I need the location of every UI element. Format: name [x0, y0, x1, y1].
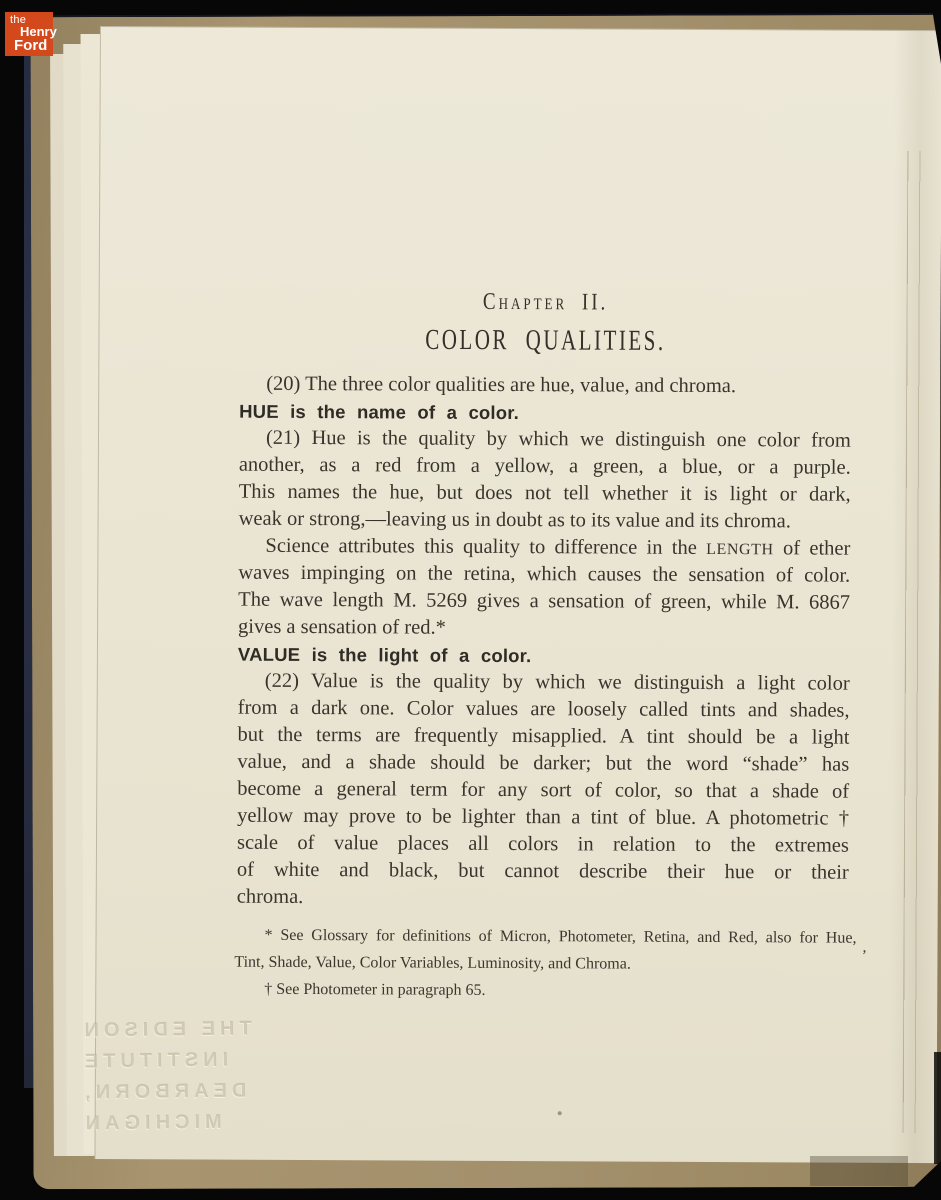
text-line: value, and a shade should be darker; but the word “shade” has: [237, 750, 850, 776]
footnote: [234, 922, 856, 979]
text-line: become a general term for any sort of color, so that a shade of: [237, 777, 850, 803]
text-line: (20) The three color qualities are hue, value, and chroma.: [266, 372, 737, 398]
text-line: † See Photometer in paragraph 65.: [264, 980, 486, 999]
footnotes: [234, 922, 856, 1006]
henry-ford-logo: [5, 12, 57, 56]
cover-shadow: [810, 1156, 908, 1186]
text-line: Tint, Shade, Value, Color Variables, Luminosity, and Chroma.: [234, 953, 631, 973]
definition-line: [238, 641, 850, 671]
text-line: (22) Value is the quality by which we distinguish a light color: [264, 669, 850, 695]
text-line: of white and black, but cannot describe their hue or their: [236, 858, 849, 884]
stamp-line: THE EDISON INSTITUTE: [79, 1017, 252, 1073]
footnote: [234, 976, 856, 1006]
logo-word-henry: Henry: [20, 24, 57, 39]
text-line: but the terms are frequently misapplied. A tint should be a light: [237, 723, 850, 749]
text-line: * See Glossary for definitions of Micron, Photometer, Retina, and Red, also for Hue,: [264, 926, 857, 947]
paper-speck: [558, 1111, 562, 1115]
text-line: another, as a red from a yellow, a green, a blue, or a purple.: [238, 453, 851, 479]
text-line: gives a sensation of red.*: [238, 615, 446, 639]
text-line: VALUE is the light of a color.: [237, 643, 532, 667]
paragraph: [238, 533, 851, 644]
text-line: Science attributes this quality to difference in the LENGTH of ether: [265, 534, 851, 560]
chapter-heading: Chapter II.: [482, 288, 609, 316]
background-edge: [934, 1052, 941, 1164]
paragraph: [237, 668, 850, 914]
text-line: This names the hue, but does not tell whether it is light or dark,: [238, 480, 851, 506]
text-line: scale of value places all colors in relation to the extremes: [236, 831, 849, 857]
book-page: [79, 26, 941, 1163]
text-line: HUE is the name of a color.: [239, 400, 520, 424]
page-title: COLOR QUALITIES.: [425, 322, 666, 357]
text-line: weak or strong,—leaving us in doubt as to its value and its chroma.: [238, 507, 791, 533]
logo-word-the: the: [10, 14, 27, 26]
embossed-stamp-mirrored: [79, 1012, 397, 1140]
stamp-line: DEARBORN, MICHIGAN: [79, 1079, 247, 1135]
text-line: yellow may prove to be lighter than a tint of blue. A photometric †: [237, 804, 850, 830]
stray-mark: ,: [862, 938, 867, 956]
text-line: from a dark one. Color values are loosely called tints and shades,: [237, 696, 850, 722]
logo-word-ford: Ford: [14, 37, 48, 54]
text-line: (21) Hue is the quality by which we distinguish one color from: [265, 426, 851, 452]
paragraph: [239, 371, 851, 401]
body-text: [237, 371, 852, 914]
small-caps: LENGTH: [706, 540, 774, 559]
definition-line: [239, 398, 851, 428]
text-line: waves impinging on the retina, which causes the sensation of color.: [238, 561, 851, 587]
text-line: The wave length M. 5269 gives a sensation of green, while M. 6867: [238, 588, 851, 614]
text-line: chroma.: [236, 885, 304, 909]
paragraph: [239, 425, 852, 536]
